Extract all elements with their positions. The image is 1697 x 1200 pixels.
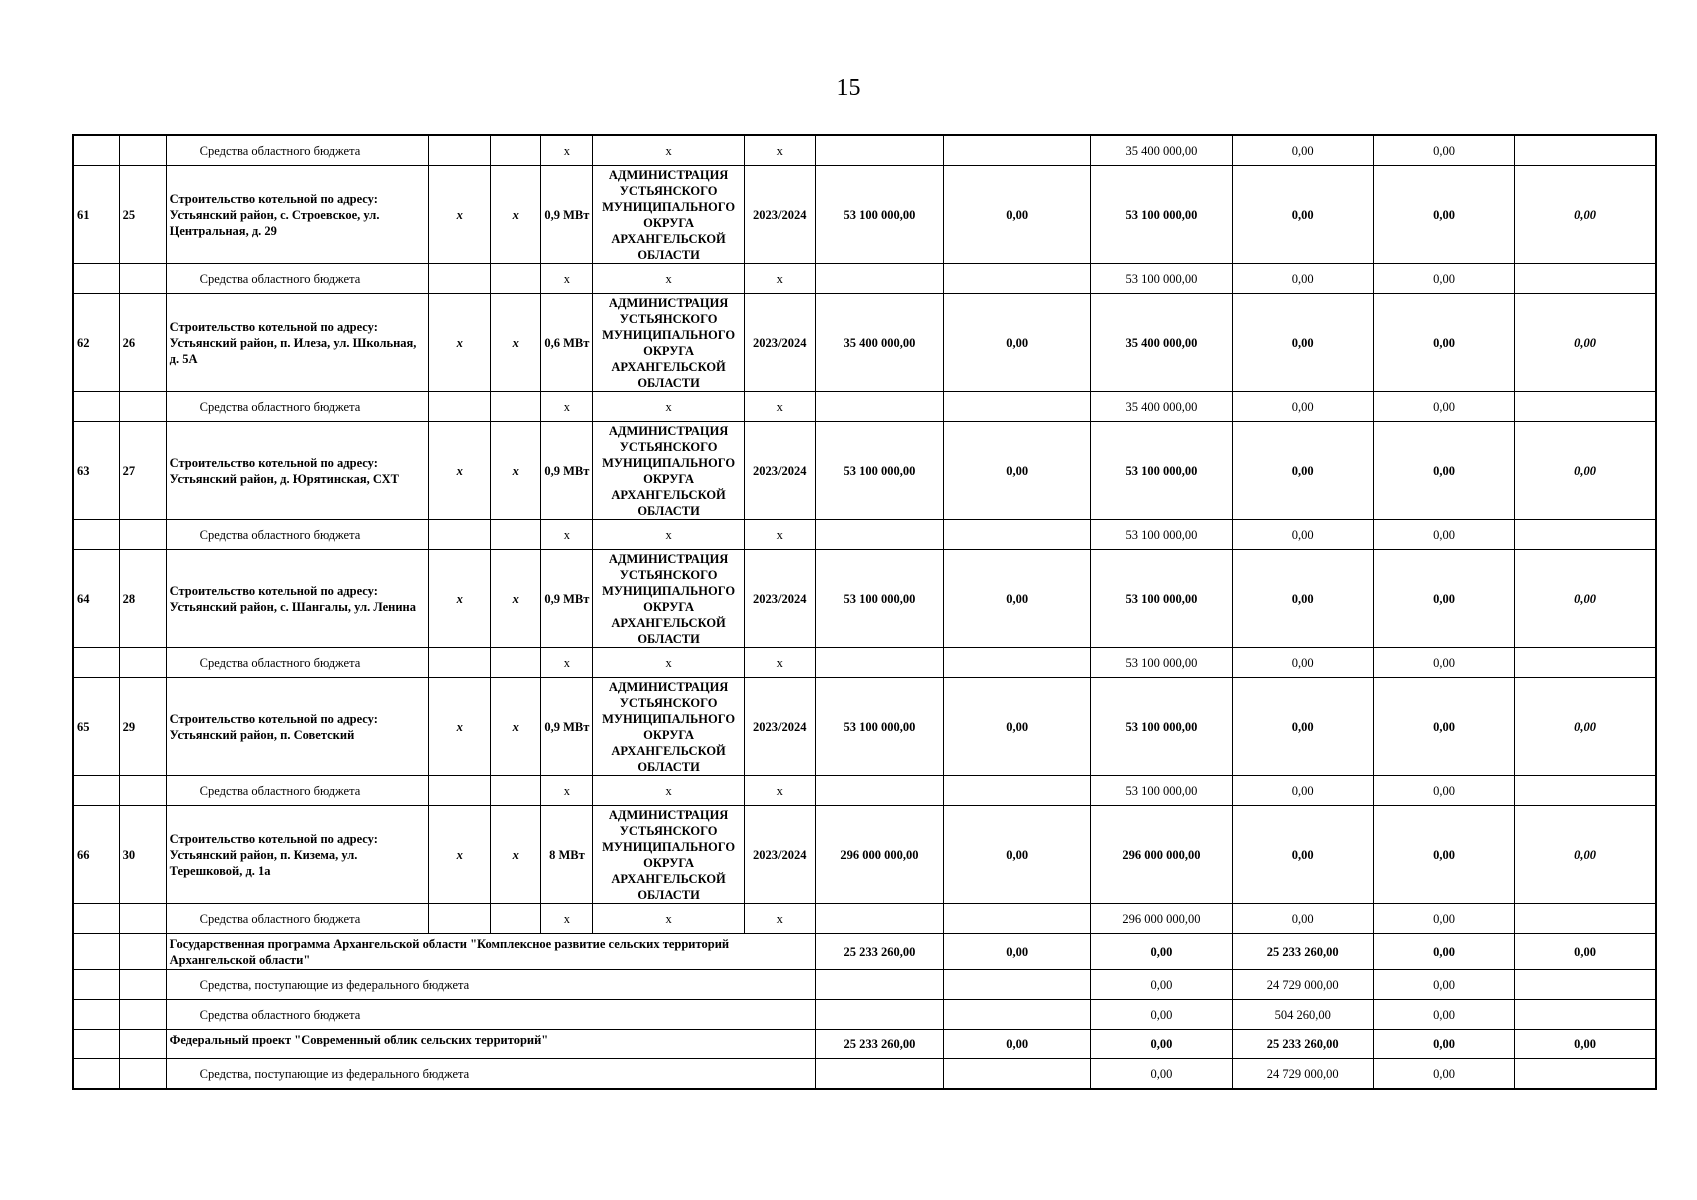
marker-x: x [429,806,491,904]
object-row [73,422,1656,520]
agency: АДМИНИСТРАЦИЯ УСТЬЯНСКОГО МУНИЦИПАЛЬНОГО ОКРУГА АРХАНГЕЛЬСКОЙ ОБЛАСТИ [593,678,744,776]
marker-x: x [541,648,593,678]
amount-cell: 53 100 000,00 [1091,520,1232,550]
marker-x: x [491,550,541,648]
amount-cell: 0,00 [1232,135,1373,166]
marker-x: x [593,264,744,294]
row-number: 66 [73,806,119,904]
marker-x: x [541,135,593,166]
marker-x: x [541,904,593,934]
source-label: Средства областного бюджета [166,135,428,166]
sub-number: 30 [119,806,166,904]
row-number: 64 [73,550,119,648]
amount-cell: 35 400 000,00 [1091,135,1232,166]
capacity: 0,9 МВт [541,550,593,648]
amount-cell: 0,00 [1515,1030,1656,1059]
marker-x: x [491,294,541,392]
amount-cell: 25 233 260,00 [1232,1030,1373,1059]
marker-x: x [744,904,815,934]
source-row [73,135,1656,166]
marker-x: x [429,550,491,648]
amount-cell: 0,00 [1515,294,1656,392]
amount-cell: 0,00 [1232,904,1373,934]
sub-number: 25 [119,166,166,264]
object-name: Строительство котельной по адресу: Устьянский район, с. Строевское, ул. Центральная, д. 29 [166,166,428,264]
marker-x: x [541,264,593,294]
marker-x: x [593,648,744,678]
row-number: 62 [73,294,119,392]
amount-cell: 0,00 [1232,422,1373,520]
amount-cell: 0,00 [1373,520,1514,550]
marker-x: x [491,806,541,904]
marker-x: x [491,678,541,776]
amount-cell: 53 100 000,00 [1091,550,1232,648]
amount-cell: 0,00 [1373,294,1514,392]
page-number: 15 [836,75,861,101]
object-name: Строительство котельной по адресу: Устьянский район, п. Кизема, ул. Терешковой, д. 1а [166,806,428,904]
amount-cell: 53 100 000,00 [815,550,943,648]
amount-cell: 0,00 [944,294,1091,392]
amount-cell: 0,00 [1373,166,1514,264]
source-label: Средства, поступающие из федерального бюджета [166,1059,815,1090]
amount-cell: 0,00 [1373,934,1514,970]
amount-cell: 0,00 [1373,264,1514,294]
source-row [73,264,1656,294]
marker-x: x [744,392,815,422]
marker-x: x [429,166,491,264]
amount-cell: 0,00 [944,422,1091,520]
amount-cell: 0,00 [1373,1059,1514,1090]
amount-cell: 25 233 260,00 [1232,934,1373,970]
source-row [73,1059,1656,1090]
row-number: 61 [73,166,119,264]
source-label: Средства областного бюджета [166,264,428,294]
agency: АДМИНИСТРАЦИЯ УСТЬЯНСКОГО МУНИЦИПАЛЬНОГО ОКРУГА АРХАНГЕЛЬСКОЙ ОБЛАСТИ [593,550,744,648]
source-row [73,904,1656,934]
amount-cell: 0,00 [1373,1030,1514,1059]
amount-cell: 0,00 [1515,806,1656,904]
amount-cell: 0,00 [944,934,1091,970]
source-row [73,648,1656,678]
source-label: Средства областного бюджета [166,392,428,422]
amount-cell: 24 729 000,00 [1232,970,1373,1000]
object-row [73,550,1656,648]
amount-cell: 0,00 [1515,166,1656,264]
amount-cell: 53 100 000,00 [1091,166,1232,264]
marker-x: x [744,520,815,550]
marker-x: x [491,166,541,264]
amount-cell: 53 100 000,00 [815,166,943,264]
amount-cell: 0,00 [1373,904,1514,934]
amount-cell: 53 100 000,00 [1091,422,1232,520]
amount-cell: 0,00 [1373,135,1514,166]
amount-cell: 35 400 000,00 [815,294,943,392]
amount-cell: 25 233 260,00 [815,934,943,970]
amount-cell: 25 233 260,00 [815,1030,943,1059]
amount-cell: 0,00 [1091,934,1232,970]
marker-x: x [744,648,815,678]
capacity: 0,9 МВт [541,678,593,776]
capacity: 0,9 МВт [541,166,593,264]
amount-cell: 0,00 [1232,550,1373,648]
amount-cell: 0,00 [1515,678,1656,776]
marker-x: x [593,776,744,806]
amount-cell: 0,00 [1232,294,1373,392]
amount-cell: 0,00 [1232,806,1373,904]
amount-cell: 0,00 [1373,550,1514,648]
marker-x: x [744,135,815,166]
project-row [73,1030,1656,1059]
object-row [73,166,1656,264]
amount-cell: 0,00 [1515,550,1656,648]
amount-cell: 0,00 [1373,806,1514,904]
years: 2023/2024 [744,678,815,776]
source-row [73,520,1656,550]
amount-cell: 0,00 [1373,1000,1514,1030]
budget-table [72,134,1657,1090]
amount-cell: 0,00 [1515,422,1656,520]
row-number: 65 [73,678,119,776]
amount-cell: 0,00 [1091,1059,1232,1090]
object-row [73,294,1656,392]
marker-x: x [593,904,744,934]
project-name: Федеральный проект "Современный облик сельских территорий" [166,1030,815,1059]
amount-cell: 0,00 [1232,678,1373,776]
sub-number: 29 [119,678,166,776]
marker-x: x [541,520,593,550]
amount-cell: 0,00 [1232,392,1373,422]
marker-x: x [593,520,744,550]
agency: АДМИНИСТРАЦИЯ УСТЬЯНСКОГО МУНИЦИПАЛЬНОГО ОКРУГА АРХАНГЕЛЬСКОЙ ОБЛАСТИ [593,294,744,392]
object-name: Строительство котельной по адресу: Устьянский район, с. Шангалы, ул. Ленина [166,550,428,648]
sub-number: 26 [119,294,166,392]
capacity: 0,9 МВт [541,422,593,520]
source-label: Средства областного бюджета [166,1000,815,1030]
amount-cell: 504 260,00 [1232,1000,1373,1030]
object-name: Строительство котельной по адресу: Устьянский район, п. Илеза, ул. Школьная, д. 5А [166,294,428,392]
amount-cell: 0,00 [1373,776,1514,806]
amount-cell: 0,00 [1232,166,1373,264]
amount-cell: 35 400 000,00 [1091,294,1232,392]
marker-x: x [491,422,541,520]
amount-cell: 53 100 000,00 [1091,264,1232,294]
years: 2023/2024 [744,550,815,648]
object-row [73,678,1656,776]
amount-cell: 0,00 [1373,392,1514,422]
amount-cell: 0,00 [1232,776,1373,806]
amount-cell: 0,00 [944,550,1091,648]
marker-x: x [593,135,744,166]
amount-cell: 296 000 000,00 [1091,806,1232,904]
marker-x: x [429,294,491,392]
amount-cell: 0,00 [1373,678,1514,776]
marker-x: x [744,776,815,806]
amount-cell: 53 100 000,00 [1091,648,1232,678]
marker-x: x [429,422,491,520]
object-name: Строительство котельной по адресу: Устьянский район, д. Юрятинская, СХТ [166,422,428,520]
amount-cell: 0,00 [1091,1030,1232,1059]
years: 2023/2024 [744,422,815,520]
amount-cell: 53 100 000,00 [1091,776,1232,806]
agency: АДМИНИСТРАЦИЯ УСТЬЯНСКОГО МУНИЦИПАЛЬНОГО ОКРУГА АРХАНГЕЛЬСКОЙ ОБЛАСТИ [593,166,744,264]
amount-cell: 0,00 [944,806,1091,904]
amount-cell: 0,00 [1373,422,1514,520]
capacity: 0,6 МВт [541,294,593,392]
amount-cell: 53 100 000,00 [1091,678,1232,776]
amount-cell: 296 000 000,00 [1091,904,1232,934]
program-row [73,934,1656,970]
amount-cell: 0,00 [1232,520,1373,550]
amount-cell: 0,00 [1515,934,1656,970]
source-row [73,776,1656,806]
sub-number: 27 [119,422,166,520]
source-label: Средства областного бюджета [166,904,428,934]
amount-cell: 296 000 000,00 [815,806,943,904]
amount-cell: 35 400 000,00 [1091,392,1232,422]
years: 2023/2024 [744,806,815,904]
source-row [73,1000,1656,1030]
amount-cell: 0,00 [1232,648,1373,678]
marker-x: x [744,264,815,294]
amount-cell: 0,00 [1091,970,1232,1000]
capacity: 8 МВт [541,806,593,904]
amount-cell: 0,00 [1373,648,1514,678]
source-row [73,392,1656,422]
agency: АДМИНИСТРАЦИЯ УСТЬЯНСКОГО МУНИЦИПАЛЬНОГО ОКРУГА АРХАНГЕЛЬСКОЙ ОБЛАСТИ [593,806,744,904]
amount-cell: 53 100 000,00 [815,422,943,520]
amount-cell: 0,00 [944,1030,1091,1059]
amount-cell: 0,00 [944,166,1091,264]
source-label: Средства областного бюджета [166,648,428,678]
marker-x: x [541,776,593,806]
amount-cell: 53 100 000,00 [815,678,943,776]
amount-cell: 0,00 [1232,264,1373,294]
source-label: Средства, поступающие из федерального бюджета [166,970,815,1000]
amount-cell: 0,00 [1373,970,1514,1000]
program-name: Государственная программа Архангельской области "Комплексное развитие сельских территорий Архангельской области" [166,934,815,970]
sub-number: 28 [119,550,166,648]
amount-cell: 0,00 [944,678,1091,776]
object-row [73,806,1656,904]
source-label: Средства областного бюджета [166,776,428,806]
years: 2023/2024 [744,294,815,392]
source-row [73,970,1656,1000]
agency: АДМИНИСТРАЦИЯ УСТЬЯНСКОГО МУНИЦИПАЛЬНОГО ОКРУГА АРХАНГЕЛЬСКОЙ ОБЛАСТИ [593,422,744,520]
object-name: Строительство котельной по адресу: Устьянский район, п. Советский [166,678,428,776]
marker-x: x [429,678,491,776]
source-label: Средства областного бюджета [166,520,428,550]
amount-cell: 24 729 000,00 [1232,1059,1373,1090]
amount-cell: 0,00 [1091,1000,1232,1030]
years: 2023/2024 [744,166,815,264]
marker-x: x [593,392,744,422]
marker-x: x [541,392,593,422]
row-number: 63 [73,422,119,520]
